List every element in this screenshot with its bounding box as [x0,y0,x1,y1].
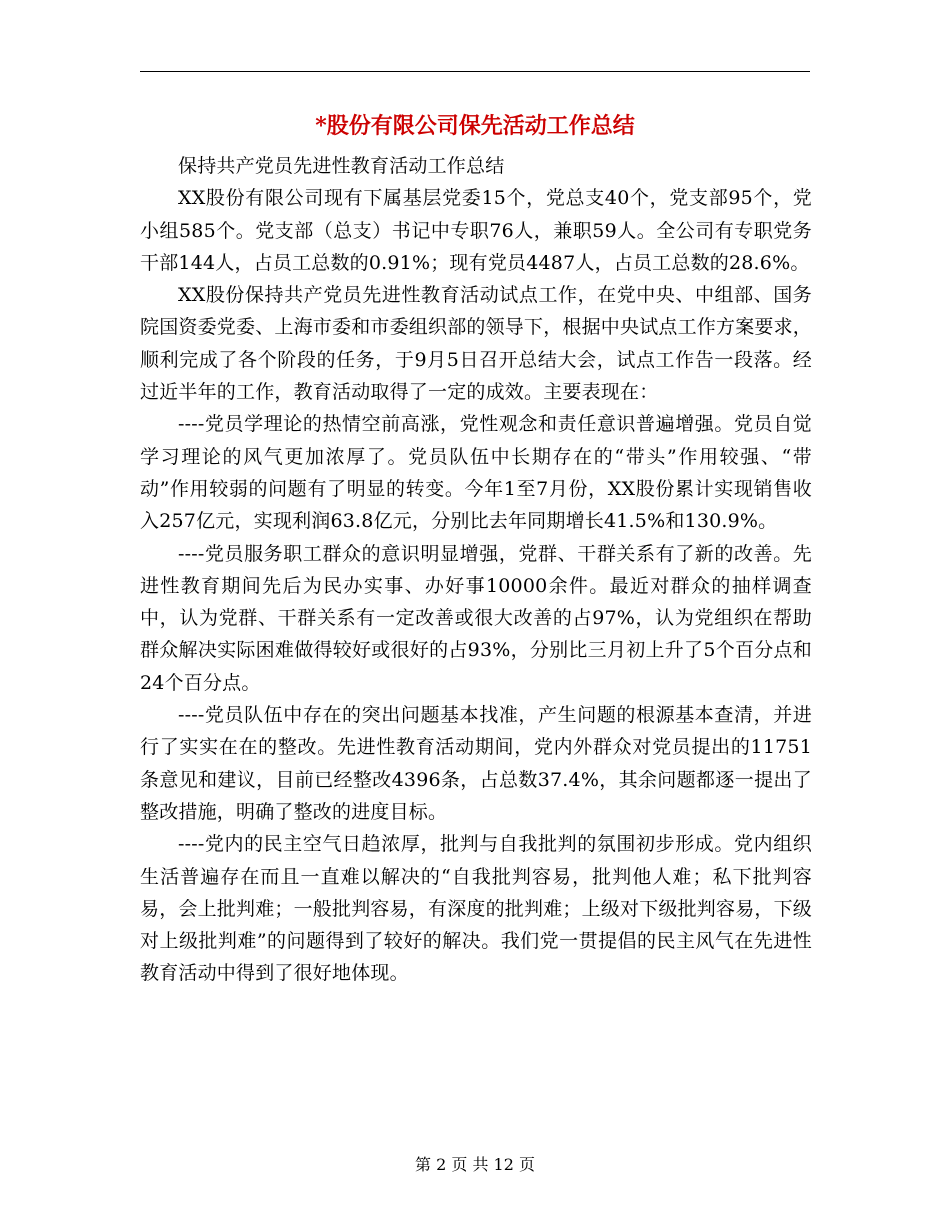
document-title: *股份有限公司保先活动工作总结 [315,113,635,139]
paragraph-overview: XX股份有限公司现有下属基层党委15个，党总支40个，党支部95个，党小组585个。党支部（总支）书记中专职76人，兼职59人。全公司有专职党务干部144人，占员工总数的0.91%；现有党员4487人，占员工总数的28.6%。 [140,187,812,274]
paragraph-subtitle: 保持共产党员先进性教育活动工作总结 [178,155,505,177]
header-rule [140,71,810,72]
document-body [140,150,812,990]
page-number: 第 2 页 共 12 页 [415,1155,535,1174]
paragraph-rectification: ----党员队伍中存在的突出问题基本找准，产生问题的根源基本查清，并进行了实实在在的整改。先进性教育活动期间，党内外群众对党员提出的11751条意见和建议，目前已经整改4396条，占总数37.4%，其余问题都逐一提出了整改措施，明确了整改的进度目标。 [140,704,812,823]
paragraph-theory-study: ----党员学理论的热情空前高涨，党性观念和责任意识普遍增强。党员自觉学习理论的风气更加浓厚了。党员队伍中长期存在的“带头”作用较强、“带动”作用较弱的问题有了明显的转变。今年1至7月份，XX股份累计实现销售收入257亿元，实现利润63.8亿元，分别比去年同期增长41.5%和130.9%。 [140,413,812,533]
paragraph-service-awareness: ----党员服务职工群众的意识明显增强，党群、干群关系有了新的改善。先进性教育期间先后为民办实事、办好事10000余件。最近对群众的抽样调查中，认为党群、干群关系有一定改善或很大改善的占97%，认为党组织在帮助群众解决实际困难做得较好或很好的占93%，分别比三月初上升了5个百分点和24个百分点。 [140,542,812,694]
paragraph-pilot-work: XX股份保持共产党员先进性教育活动试点工作，在党中央、中组部、国务院国资委党委、上海市委和市委组织部的领导下，根据中央试点工作方案要求，顺利完成了各个阶段的任务，于9月5日召开总结大会，试点工作告一段落。经过近半年的工作，教育活动取得了一定的成效。主要表现在： [140,284,813,404]
paragraph-democracy: ----党内的民主空气日趋浓厚，批判与自我批判的氛围初步形成。党内组织生活普遍存在而且一直难以解决的“自我批判容易，批判他人难；私下批判容易，会上批判难；一般批判容易，有深度的批判难；上级对下级批判容易，下级对上级批判难”的问题得到了较好的解决。我们党一贯提倡的民主风气在先进性教育活动中得到了很好地体现。 [140,833,813,985]
